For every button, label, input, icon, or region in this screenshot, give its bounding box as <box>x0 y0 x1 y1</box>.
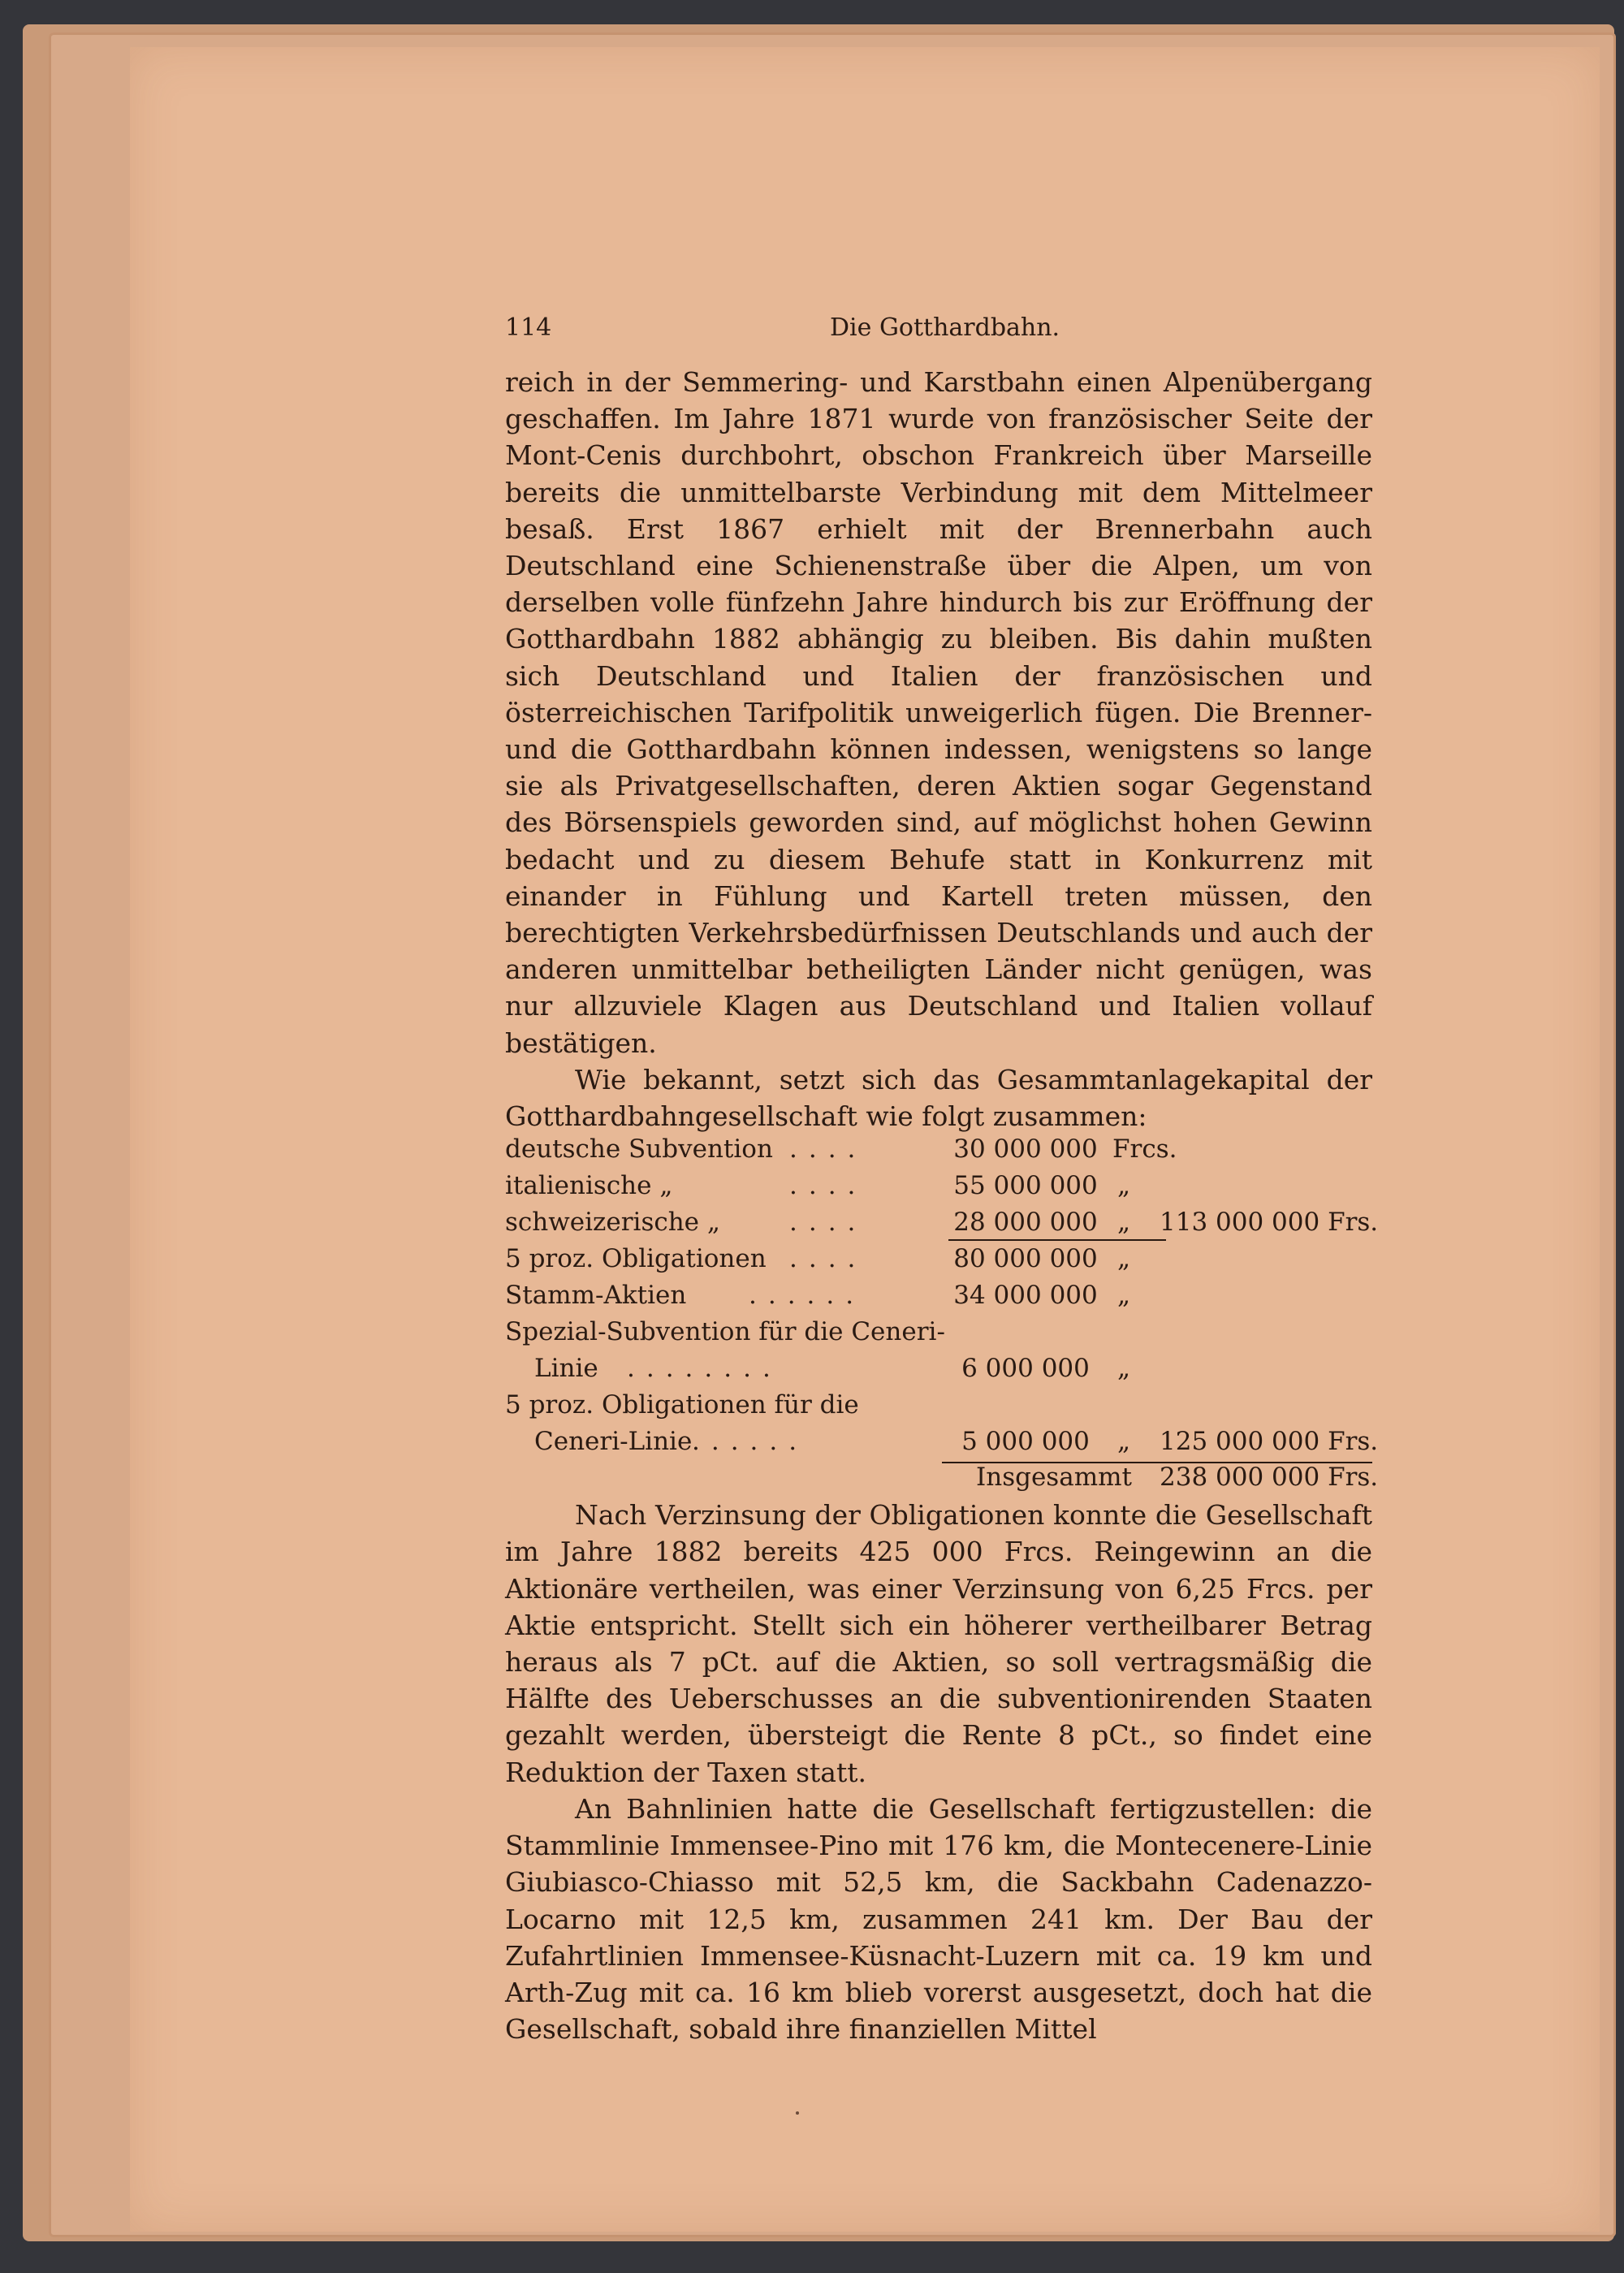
row-unit: „ <box>1116 1244 1131 1274</box>
page-content <box>505 313 1379 2047</box>
row-unit: „ <box>1116 1354 1131 1384</box>
table-row-total <box>505 1463 1379 1499</box>
row-unit: „ <box>1116 1208 1131 1238</box>
row-subtotal: 125 000 000 Frs. <box>1160 1427 1379 1457</box>
running-title: Die Gotthardbahn. <box>830 313 1060 342</box>
row-label: italienische „ <box>505 1171 673 1201</box>
row-label: 5 proz. Obligationen für die <box>505 1390 859 1420</box>
row-label: Spezial-Subvention für die Ceneri- <box>505 1317 945 1347</box>
row-dots: .... <box>789 1171 867 1201</box>
row-unit: „ <box>1116 1427 1131 1457</box>
row-amount: 5 000 000 <box>961 1427 1090 1457</box>
table-row <box>505 1427 1379 1463</box>
row-amount: 6 000 000 <box>961 1354 1090 1384</box>
row-unit: Frcs. <box>1112 1134 1177 1165</box>
row-amount: 80 000 000 <box>953 1244 1098 1274</box>
row-dots: .... <box>789 1244 867 1274</box>
row-unit: „ <box>1116 1281 1131 1311</box>
page-speck <box>796 2111 799 2115</box>
paragraph-3: Nach Verzinsung der Obligationen konnte die Gesellschaft im Jahre 1882 bereits 425 000 Frcs. Reingewinn an die Aktionäre vertheilen, was einer Verzinsung von 6,25 Frcs. per Aktie entspricht. Stellt sich ein höherer vertheilbarer Betrag heraus als 7 pCt. auf die Aktien, so soll vertragsmäßig die Hälfte des Ueberschusses an die subventionirenden Staaten gezahlt werden, übersteigt die Rente 8 pCt., so findet eine Reduktion der Taxen statt. <box>505 1499 1372 1788</box>
row-unit: „ <box>1116 1171 1131 1201</box>
grand-total-label: Insgesammt <box>976 1463 1132 1493</box>
row-label: Linie <box>534 1354 598 1384</box>
paragraph-1: reich in der Semmering- und Karstbahn einen Alpenübergang geschaffen. Im Jahre 1871 wurde von französischer Seite der Mont-Cenis durchbohrt, obschon Frankreich über Marseille bereits die unmittelbarste Verbindung mit dem Mittelmeer besaß. Erst 1867 erhielt mit der Brennerbahn auch Deutschland eine Schienenstraße über die Alpen, um von derselben volle fünfzehn Jahre hindurch bis zur Eröffnung der Gotthardbahn 1882 abhängig zu bleiben. Bis dahin mußten sich Deutschland und Italien der französischen und österreichischen Tarifpolitik unweigerlich fügen. Die Brenner- und die Gotthardbahn können indessen, wenigstens so lange sie als Privatgesellschaften, deren Aktien sogar Gegenstand des Börsenspiels geworden sind, auf möglichst hohen Gewinn bedacht und zu diesem Behufe statt in Konkurrenz mit einander in Fühlung und Kartell treten müssen, den berechtigten Verkehrsbedürfnissen Deutschlands und auch der anderen unmittelbar betheiligten Länder nicht genügen, was nur allzuviele Klagen aus Deutschland und Italien vollauf bestätigen. <box>505 366 1372 1059</box>
table-row <box>505 1317 1372 1354</box>
row-label: Ceneri-Linie <box>534 1427 693 1457</box>
row-dots: ...... <box>749 1281 866 1311</box>
table-row <box>505 1244 1372 1281</box>
row-amount: 34 000 000 <box>953 1281 1098 1311</box>
row-amount: 28 000 000 <box>953 1208 1098 1238</box>
row-dots: ...... <box>692 1427 809 1457</box>
row-label: deutsche Subvention <box>505 1134 773 1165</box>
table-row <box>505 1208 1379 1244</box>
row-dots: .... <box>789 1208 867 1238</box>
row-label: Stamm-Aktien <box>505 1281 687 1311</box>
paragraph-4: An Bahnlinien hatte die Gesellschaft fertigzustellen: die Stammlinie Immensee-Pino mit 176 km, die Montecenere-Linie Giubiasco-Chiasso mit 52,5 km, die Sackbahn Cadenazzo-Locarno mit 12,5 km, zusammen 241 km. Der Bau der Zufahrtlinien Immensee-Küsnacht-Luzern mit ca. 19 km und Arth-Zug mit ca. 16 km blieb vorerst ausgesetzt, doch hat die Gesellschaft, sobald ihre finanziellen Mittel <box>505 1792 1372 2046</box>
table-row <box>505 1390 1372 1427</box>
row-amount: 30 000 000 <box>953 1134 1098 1165</box>
table-row <box>505 1281 1372 1317</box>
capital-table <box>505 1134 1379 1497</box>
table-row <box>505 1134 1372 1171</box>
page-number: 114 <box>505 313 552 342</box>
row-dots: .... <box>789 1134 867 1165</box>
row-dots: ........ <box>627 1354 782 1384</box>
subtotal-rule <box>948 1239 1166 1241</box>
row-label: schweizerische „ <box>505 1208 720 1238</box>
row-amount: 55 000 000 <box>953 1171 1098 1201</box>
table-row <box>505 1171 1372 1208</box>
row-subtotal: 113 000 000 Frs. <box>1160 1208 1379 1238</box>
table-row <box>505 1354 1372 1390</box>
row-label: 5 proz. Obligationen <box>505 1244 767 1274</box>
page-header <box>505 313 1372 349</box>
grand-total-value: 238 000 000 Frs. <box>1160 1463 1379 1493</box>
paragraph-2: Wie bekannt, setzt sich das Gesammtanlagekapital der Gotthardbahngesellschaft wie folgt zusammen: <box>505 1063 1372 1133</box>
